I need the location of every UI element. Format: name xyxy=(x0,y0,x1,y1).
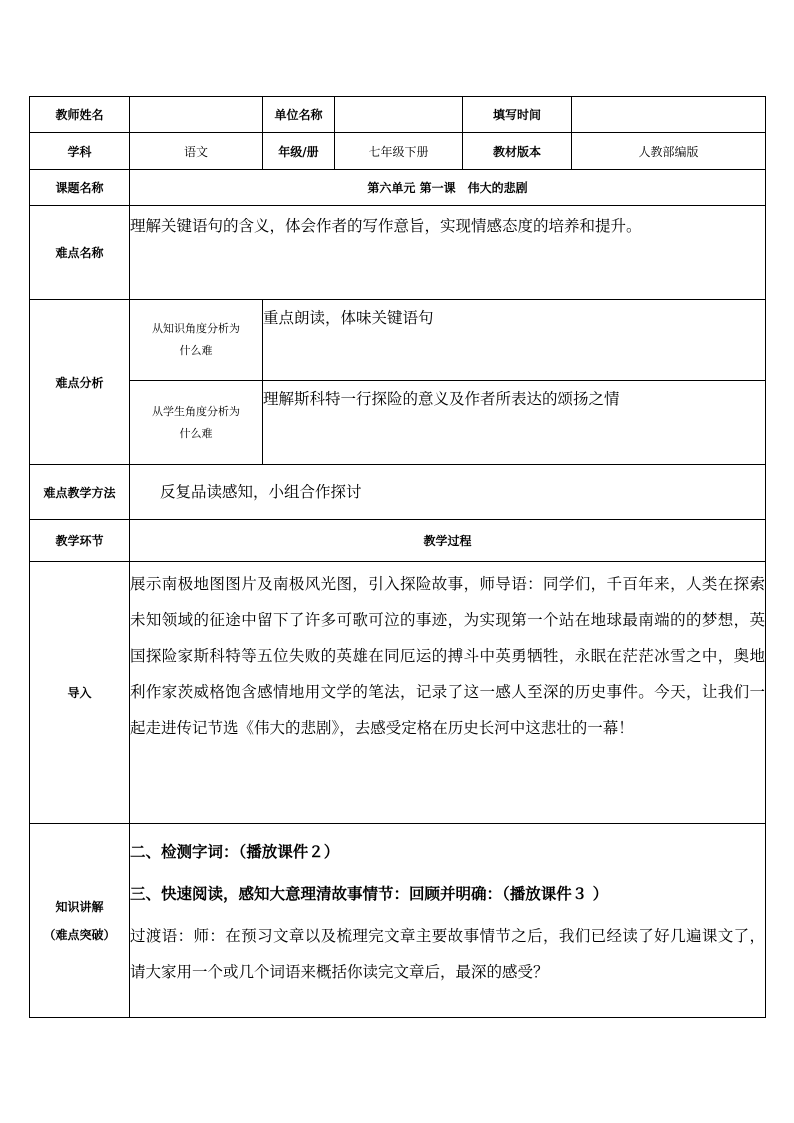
analysis-row-student xyxy=(30,381,766,465)
method-row xyxy=(30,465,766,520)
student-angle-label-line-2: 什么难 xyxy=(179,426,213,440)
knowledge-angle-value: 重点朗读，体味关键语句 xyxy=(263,300,766,381)
process-header: 教学过程 xyxy=(130,520,766,562)
intro-text: 展示南极地图图片及南极风光图，引入探险故事，师导语：同学们，千百年来，人类在探索未知领域的征途中留下了许多可歌可泣的事迹，为实现第一个站在地球最南端的的梦想，英国探险家斯科特等五位失败的英雄在同厄运的搏斗中英勇牺牲，永眠在茫茫冰雪之中，奥地利作家茨威格饱含感情地用文学的笔法，记录了这一感人至深的历史事件。今天，让我们一起走进传记节选《伟大的悲剧》，去感受定格在历史长河中这悲壮的一幕！ xyxy=(130,562,766,824)
difficulty-row xyxy=(30,206,766,300)
analysis-label: 难点分析 xyxy=(30,300,130,465)
knowledge-label-line-1: 知识讲解 xyxy=(55,899,104,914)
knowledge-label xyxy=(30,824,130,1018)
lesson-plan-table xyxy=(29,96,766,1018)
topic-label: 课题名称 xyxy=(30,170,130,206)
process-header-row xyxy=(30,520,766,562)
intro-row xyxy=(30,562,766,824)
difficulty-label: 难点名称 xyxy=(30,206,130,300)
student-angle-label-line-1: 从学生角度分析为 xyxy=(152,404,240,418)
teacher-name-value xyxy=(130,97,263,133)
grade-label: 年级/册 xyxy=(263,133,335,170)
knowledge-content xyxy=(130,824,766,1018)
unit-name-value xyxy=(335,97,463,133)
student-angle-label xyxy=(130,381,263,465)
stage-header: 教学环节 xyxy=(30,520,130,562)
topic-row xyxy=(30,170,766,206)
header-row-2 xyxy=(30,133,766,170)
knowledge-angle-label-line-1: 从知识角度分析为 xyxy=(152,322,240,335)
difficulty-value: 理解关键语句的含义，体会作者的写作意旨，实现情感态度的培养和提升。 xyxy=(130,206,766,300)
intro-label: 导入 xyxy=(30,562,130,824)
edition-label: 教材版本 xyxy=(463,133,572,170)
knowledge-line-1: 二、检测字词：（播放课件２） xyxy=(130,843,340,861)
fill-time-value xyxy=(572,97,766,133)
knowledge-line-2: 三、快速阅读，感知大意理清故事情节：回顾并明确：（播放课件３ ） xyxy=(130,885,609,903)
grade-value: 七年级下册 xyxy=(335,133,463,170)
knowledge-label-line-2: （难点突破） xyxy=(43,927,116,942)
student-angle-value: 理解斯科特一行探险的意义及作者所表达的颂扬之情 xyxy=(263,381,766,465)
subject-label: 学科 xyxy=(30,133,130,170)
knowledge-line-3: 过渡语：师：在预习文章以及梳理完文章主要故事情节之后，我们已经读了好几遍课文了，请大家用一个或几个词语来概括你读完文章后，最深的感受？ xyxy=(130,927,765,981)
fill-time-label: 填写时间 xyxy=(463,97,572,133)
unit-name-label: 单位名称 xyxy=(263,97,335,133)
method-value: 反复品读感知，小组合作探讨 xyxy=(130,465,766,520)
knowledge-row xyxy=(30,824,766,1018)
edition-value: 人教部编版 xyxy=(572,133,766,170)
header-row-1 xyxy=(30,97,766,133)
subject-value: 语文 xyxy=(130,133,263,170)
knowledge-angle-label xyxy=(130,300,263,381)
knowledge-angle-label-line-2: 什么难 xyxy=(179,344,213,357)
analysis-row-knowledge xyxy=(30,300,766,381)
topic-value: 第六单元 第一课 伟大的悲剧 xyxy=(130,170,766,206)
method-label: 难点教学方法 xyxy=(30,465,130,520)
teacher-name-label: 教师姓名 xyxy=(30,97,130,133)
